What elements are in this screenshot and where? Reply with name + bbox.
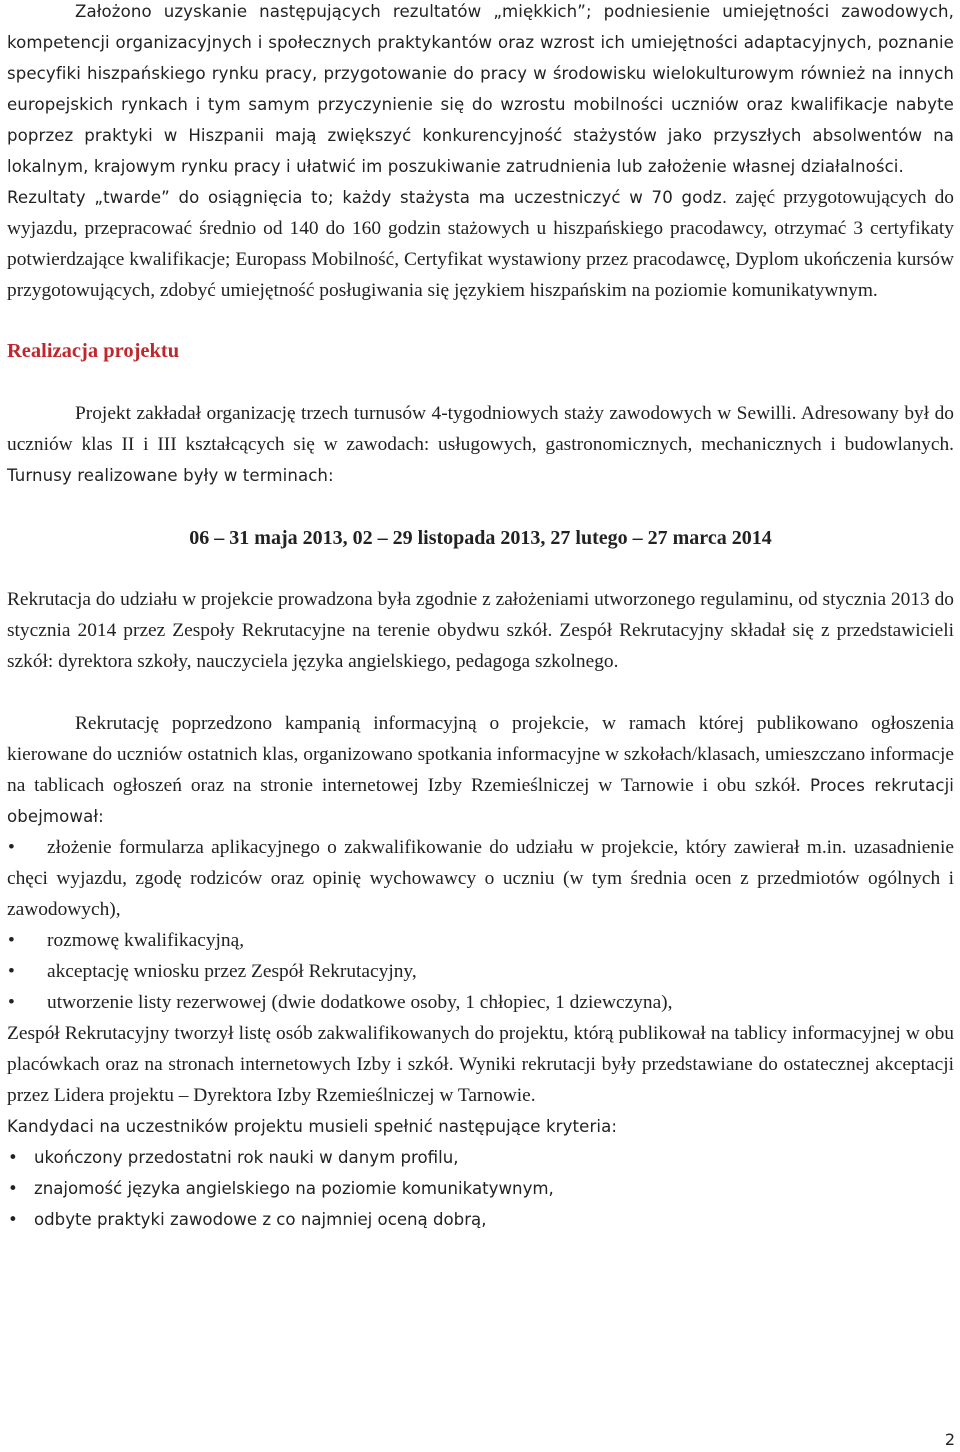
paragraph-hard-results [7, 182, 954, 306]
bullet-icon: • [8, 837, 15, 858]
bullet-icon: • [8, 992, 15, 1013]
paragraph-project-description [7, 398, 954, 491]
section-heading: Realizacja projektu [7, 340, 180, 362]
project-description-body: Projekt zakładał organizację trzech turnusów 4-tygodniowych staży zawodowych w Sewilli. Adresowany był do uczniów klas II i III kształcących się w zawodach: usługowych, gastronomicznych, mechanicznych i budowlanych. [7, 403, 954, 455]
list-item [7, 1142, 954, 1173]
list-item-text: utworzenie listy rezerwowej (dwie dodatkowe osoby, 1 chłopiec, 1 dziewczyna), [47, 992, 673, 1013]
turnus-dates: 06 – 31 maja 2013, 02 – 29 listopada 2013, 27 lutego – 27 marca 2014 [189, 527, 772, 549]
bullet-icon: • [8, 1179, 18, 1198]
criteria-list [7, 1142, 954, 1235]
bullet-icon: • [8, 930, 15, 951]
list-item-text: znajomość języka angielskiego na poziomie komunikatywnym, [34, 1179, 554, 1198]
project-description-terms: Turnusy realizowane były w terminach: [7, 466, 334, 485]
list-item-text: złożenie formularza aplikacyjnego o zakwalifikowanie do udziału w projekcie, który zawierał m.in. uzasadnienie chęci wyjazdu, zgodę rodziców oraz opinię wychowawcy o uczniu (w tym średnia ocen z przedmiotów ogólnych i zawodowych), [7, 837, 954, 920]
list-item [7, 832, 954, 925]
bullet-icon: • [8, 1148, 18, 1167]
list-item [7, 987, 954, 1018]
bullet-icon: • [8, 961, 15, 982]
bullet-icon: • [8, 1210, 18, 1229]
list-item-text: odbyte praktyki zawodowe z co najmniej oceną dobrą, [34, 1210, 487, 1229]
list-item-text: rozmowę kwalifikacyjną, [47, 930, 245, 951]
paragraph-qualified-list: Zespół Rekrutacyjny tworzył listę osób zakwalifikowanych do projektu, którą publikował na tablicy informacyjnej w obu placówkach oraz na stronach internetowych Izby i szkół. Wyniki rekrutacji były przedstawiane do ostatecznej akceptacji przez Lidera projektu – Dyrektora Izby Rzemieślniczej w Tarnowie. [7, 1023, 954, 1106]
list-item [7, 956, 954, 987]
hard-results-body: zajęć przygotowujących do wyjazdu, przepracować średnio od 140 do 160 godzin stażowych u hiszpańskiego pracodawcy, otrzymać 3 certyfikaty potwierdzające kwalifikacje; Europass Mobilność, Certyfikat wystawiony przez pracodawcę, Dyplom ukończenia kursów przygotowujących, zdobyć umiejętność posługiwania się językiem hiszpańskim na poziomie komunikatywnym. [7, 187, 954, 301]
paragraph-criteria-intro: Kandydaci na uczestników projektu musieli spełnić następujące kryteria: [7, 1117, 618, 1136]
campaign-body: Rekrutację poprzedzono kampanią informacyjną o projekcie, w ramach której publikowano ogłoszenia kierowane do uczniów ostatnich klas, organizowano spotkania informacyjne w szkołach/klasach, umieszczano informacje na tablicach ogłoszeń oraz na stronie internetowej Izby Rzemieślniczej w Tarnowie i obu szkół. [7, 713, 954, 796]
list-item [7, 1173, 954, 1204]
paragraph-soft-results: Założono uzyskanie następujących rezultatów „miękkich”; podniesienie umiejętności zawodowych, kompetencji organizacyjnych i społecznych praktykantów oraz wzrost ich umiejętności adaptacyjnych, poznanie specyfiki hiszpańskiego rynku pracy, przygotowanie do pracy w środowisku wielokulturowym również na innych europejskich rynkach i tym samym przyczynienie się do wzrostu mobilności uczniów oraz kwalifikacje nabyte poprzez praktyki w Hiszpanii mają zwiększyć konkurencyjność stażystów jako przyszłych absolwentów na lokalnym, krajowym rynku pracy i ułatwić im poszukiwanie zatrudnienia lub założenie własnej działalności. [7, 2, 954, 176]
list-item [7, 925, 954, 956]
recruitment-process-list [7, 832, 954, 1018]
list-item-text: ukończony przedostatni rok nauki w danym profilu, [34, 1148, 459, 1167]
paragraph-recruitment: Rekrutacja do udziału w projekcie prowadzona była zgodnie z założeniami utworzonego regulaminu, od stycznia 2013 do stycznia 2014 przez Zespoły Rekrutacyjne na terenie obydwu szkół. Zespół Rekrutacyjny składał się z przedstawicieli szkół: dyrektora szkoły, nauczyciela języka angielskiego, pedagoga szkolnego. [7, 589, 954, 672]
list-item [7, 1204, 954, 1235]
page-number: 2 [944, 1430, 955, 1449]
hard-results-intro: Rezultaty „twarde” do osiągnięcia to; każdy stażysta ma uczestniczyć w 70 godz. [7, 188, 728, 207]
campaign-process-intro: Proces rekrutacji obejmował: [7, 776, 954, 826]
paragraph-campaign [7, 708, 954, 832]
list-item-text: akceptację wniosku przez Zespół Rekrutacyjny, [47, 961, 417, 982]
